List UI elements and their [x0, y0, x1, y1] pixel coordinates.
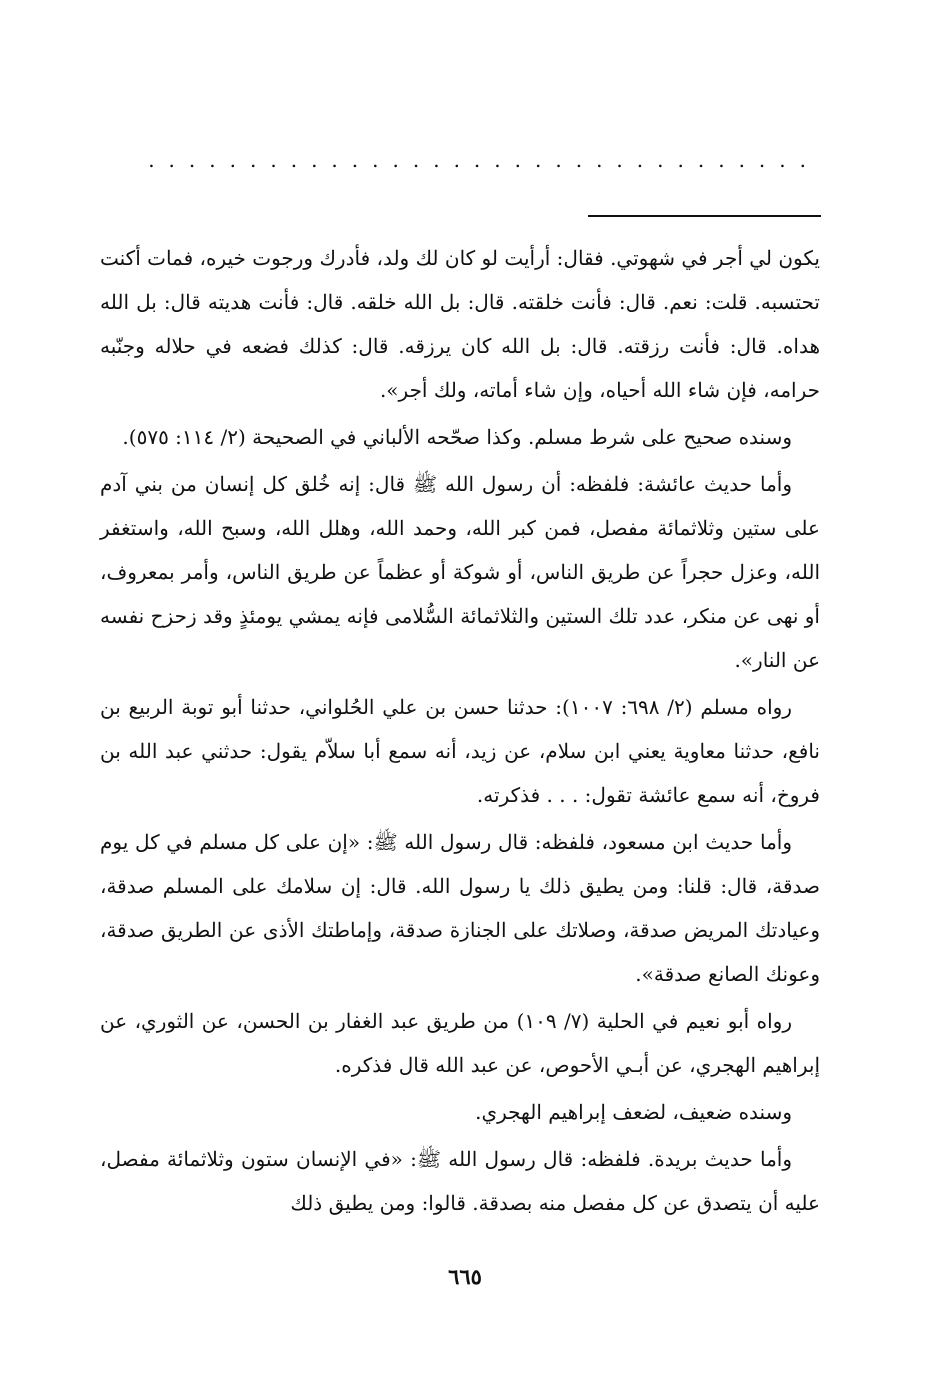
- paragraph-weak-chain: وسنده ضعيف، لضعف إبراهيم الهجري.: [475, 1100, 792, 1124]
- paragraph-buraydah-hadith: وأما حديث بريدة. فلفظه: قال رسول الله ﷺ: «في الإنسان ستون وثلاثمائة مفصل، عليه أن يتصدق عن كل مفصل منه بصدقة. قالوا: ومن يطيق ذلك: [100, 1147, 820, 1215]
- separator-dots: .................................: [148, 150, 820, 170]
- paragraph-hadith-continuation: يكون لي أجر في شهوتي. فقال: أرأيت لو كان لك ولد، فأدرك ورجوت خيره، فمات أكنت تحتسبه. قلت: نعم. قال: فأنت خلقته. قال: بل الله خلقه. قال: فأنت هديته قال: بل الله هداه. قال: فأنت رزقته. قال: بل الله كان يرزقه. قال: كذلك فضعه في حلاله وجنّبه حرامه، فإن شاء الله أحياه، وإن شاء أماته، ولك أجر».: [100, 246, 820, 402]
- footnote-rule: [588, 215, 821, 217]
- paragraph-isnad-grading: وسنده صحيح على شرط مسلم. وكذا صحّحه الألباني في الصحيحة (٢/ ١١٤: ٥٧٥).: [122, 425, 792, 449]
- page-number: ٦٦٥: [448, 1264, 482, 1289]
- body-text: [100, 236, 820, 1228]
- paragraph-ibn-masud-hadith: وأما حديث ابن مسعود، فلفظه: قال رسول الله ﷺ: «إن على كل مسلم في كل يوم صدقة، قال: قلنا: ومن يطيق ذلك يا رسول الله. قال: إن سلامك على المسلم صدقة، وعيادتك المريض صدقة، وصلاتك على الجنازة صدقة، وإماطتك الأذى عن الطريق صدقة، وعونك الصانع صدقة».: [100, 830, 820, 986]
- paragraph-muslim-narration: رواه مسلم (٢/ ٦٩٨: ١٠٠٧): حدثنا حسن بن علي الحُلواني، حدثنا أبو توبة الربيع بن نافع، حدثنا معاوية يعني ابن سلام، عن زيد، أنه سمع أبا سلاّم يقول: حدثني عبد الله بن فروخ، أنه سمع عائشة تقول: . . . فذكرته.: [100, 695, 820, 807]
- paragraph-aisha-hadith: وأما حديث عائشة: فلفظه: أن رسول الله ﷺ قال: إنه خُلق كل إنسان من بني آدم على ستين وثلاثمائة مفصل، فمن كبر الله، وحمد الله، وهلل الله، وسبح الله، واستغفر الله، وعزل حجراً عن طريق الناس، أو شوكة أو عظماً عن طريق الناس، وأمر بمعروف، أو نهى عن منكر، عدد تلك الستين والثلاثمائة السُّلامى فإنه يمشي يومئذٍ وقد زحزح نفسه عن النار».: [100, 472, 820, 672]
- paragraph-abu-nuaym-narration: رواه أبو نعيم في الحلية (٧/ ١٠٩) من طريق عبد الغفار بن الحسن، عن الثوري، عن إبراهيم الهجري، عن أبـي الأحوص، عن عبد الله قال فذكره.: [100, 1009, 820, 1077]
